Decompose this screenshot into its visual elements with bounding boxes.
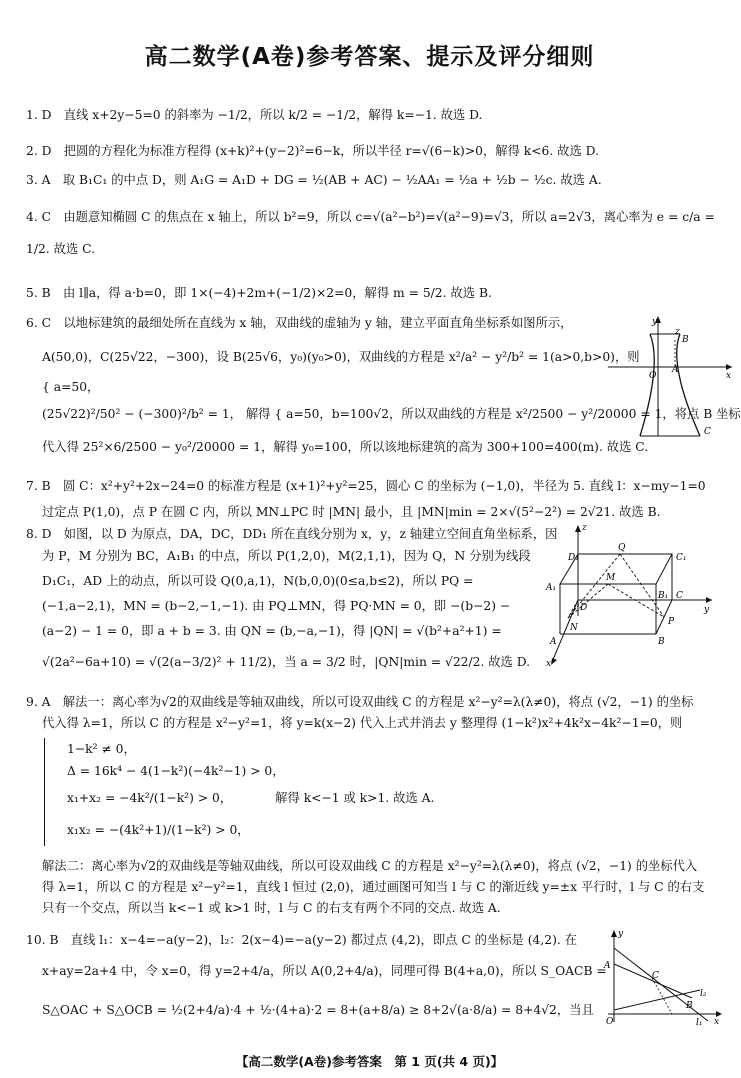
answer-line: 2. D 把圆的方程化为标准方程得 (x+k)²+(y−2)²=6−k，所以半径 r=√(6−k)>0，解得 k<6. 故选 D. [26, 144, 600, 158]
answer-2 [26, 141, 716, 162]
answer-line: S△OAC + S△OCB = ½(2+4/a)·4 + ½·(4+a)·2 = 8+(a+8/a) ≥ 8+2√(a·8/a) = 8+4√2，当且 [42, 1003, 594, 1017]
page-title: 高二数学(A卷)参考答案、提示及评分细则 [144, 44, 595, 70]
answer-line: 为 P，M 分别为 BC，A₁B₁ 的中点，所以 P(1,2,0)，M(2,1,1)，因为 Q，N 分别为线段 [42, 549, 531, 563]
fig6-label: z [675, 327, 680, 337]
answer-line: { a=50， [42, 380, 100, 394]
fig10-label: A [604, 961, 611, 971]
answer-line: 过定点 P(1,0)，点 P 在圆 C 内，所以 MN⊥PC 时 |MN| 最小，且 |MN|min = 2×√(5²−2²) = 2√21. 故选 B. [42, 505, 661, 519]
fig8-label: D₁ [568, 553, 579, 563]
fig8-label: B₁ [658, 591, 669, 601]
answer-3 [26, 170, 716, 191]
answer-line: 7. B 圆 C：x²+y²+2x−24=0 的标准方程是 (x+1)²+y²=25，圆心 C 的坐标为 (−1,0)，半径为 5. 直线 l：x−my−1=0 [26, 479, 706, 493]
answer-line: (25√22)²/50² − (−300)²/b² = 1， 解得 { a=50，b=100√2，所以双曲线的方程是 x²/2500 − y²/20000 = 1，将点 B 坐标 [42, 407, 741, 421]
answer-line: 8. D 如图，以 D 为原点，DA，DC，DD₁ 所在直线分别为 x，y，z 轴建立空间直角坐标系，因 [26, 527, 558, 541]
fig8-label: A [550, 637, 557, 647]
fig8-label: z [582, 523, 587, 533]
answer-6 [26, 313, 741, 458]
answer-line: 解法二：离心率为√2的双曲线是等轴双曲线，所以可设双曲线 C 的方程是 x²−y²=λ(λ≠0)，将点 (√2，−1) 的坐标代入 [42, 859, 698, 873]
fig10-label: y [618, 929, 624, 939]
fig6-label: y [652, 317, 658, 327]
answer-line: x₁+x₂ = −4k²/(1−k²) > 0， 解得 k<−1 或 k>1. 故选 A. [67, 791, 435, 805]
fig8-label: y [704, 605, 710, 615]
answer-line: 3. A 取 B₁C₁ 的中点 D，则 A₁G = A₁D + DG = ½(AB + AC) − ½AA₁ = ½a + ½b − ½c. 故选 A. [26, 173, 602, 187]
answer-4 [26, 207, 716, 260]
cuboid-figure [542, 520, 714, 670]
fig8-label: P [668, 617, 675, 627]
fig10-label: x [714, 1017, 720, 1027]
fig8-label: Q [618, 543, 626, 553]
answer-line: 4. C 由题意知椭圆 C 的焦点在 x 轴上，所以 b²=9，所以 c=√(a²−b²)=√(a²−9)=√3，所以 a=2√3，离心率为 e = c/a = [26, 210, 715, 224]
answer-line: 1−k² ≠ 0， [67, 742, 136, 756]
answer-line: 得 λ=1，所以 C 的方程是 x²−y²=1，直线 l 恒过 (2,0)，通过画图可知当 l 与 C 的渐近线 y=±x 平行时，l 与 C 的右支 [42, 880, 705, 894]
answer-line: x₁x₂ = −(4k²+1)/(1−k²) > 0， [67, 823, 250, 837]
answer-line: 5. B 由 l∥a，得 a·b=0，即 1×(−4)+2m+(−1/2)×2=0，解得 m = 5/2. 故选 B. [26, 286, 492, 300]
answer-line: x+ay=2a+4 中，令 x=0，得 y=2+4/a，所以 A(0,2+4/a)，同理可得 B(4+a,0)，所以 S_OACB = [42, 964, 607, 978]
answer-line: (a−2) − 1 = 0，即 a + b = 3. 由 QN = (b,−a,−1)，得 |QN| = √(b²+a²+1) = [42, 624, 502, 638]
answer-line: 只有一个交点，所以当 k<−1 或 k>1 时，l 与 C 的右支有两个不同的交点. 故选 A. [42, 901, 501, 915]
answer-line: D₁C₁，AD 上的动点，所以可设 Q(0,a,1)，N(b,0,0)(0≤a,b≤2)，所以 PQ = [42, 574, 474, 588]
answer-1 [26, 105, 716, 126]
answer-line: 10. B 直线 l₁：x−4=−a(y−2)，l₂：2(x−4)=−a(y−2) 都过点 (4,2)，即点 C 的坐标是 (4,2). 在 [26, 933, 578, 947]
hyperbola-building-figure [604, 312, 736, 440]
fig6-label: A [672, 365, 679, 375]
answer-5 [26, 283, 716, 304]
fig8-label: D [580, 603, 588, 613]
fig10-label: l₁ [696, 1018, 703, 1028]
fig8-label: C₁ [676, 553, 687, 563]
answer-line: 代入得 25²×6/2500 − y₀²/20000 = 1，解得 y₀=100，所以该地标建筑的高为 300+100=400(m). 故选 C. [42, 440, 649, 454]
fig10-label: l₂ [700, 989, 707, 999]
lines-figure [600, 926, 724, 1026]
answer-8 [26, 524, 558, 673]
fig6-label: C [704, 427, 711, 437]
answer-line: (−1,a−2,1)，MN = (b−2,−1,−1). 由 PQ⊥MN，得 PQ·MN = 0，即 −(b−2) − [42, 599, 511, 613]
fig8-label: C [676, 591, 683, 601]
answer-line: 6. C 以地标建筑的最细处所在直线为 x 轴，双曲线的虚轴为 y 轴，建立平面直角坐标系如图所示， [26, 316, 573, 330]
answer-10 [26, 930, 607, 1021]
fig8-label: B [658, 637, 665, 647]
fig10-label: O [606, 1017, 614, 1027]
answer-line: Δ = 16k⁴ − 4(1−k²)(−4k²−1) > 0， [67, 764, 285, 778]
fig6-label: B [682, 335, 689, 345]
fig6-label: x [726, 371, 732, 381]
answer-line: A(50,0)，C(25√22，−300)，设 B(25√6，y₀)(y₀>0)，双曲线的方程是 x²/a² − y²/b² = 1(a>0,b>0)，则 [42, 350, 640, 364]
fig10-label: B [686, 1001, 693, 1011]
page-footer: 【高二数学(A卷)参考答案 第 1 页(共 4 页)】 [235, 1054, 504, 1069]
answer-line: √(2a²−6a+10) = √(2(a−3/2)² + 11/2)，当 a = 3/2 时，|QN|min = √22/2. 故选 D. [42, 655, 531, 669]
answer-line: 1/2. 故选 C. [26, 242, 95, 256]
inequality-system [44, 738, 507, 846]
fig8-label: x [546, 659, 552, 669]
answer-9 [26, 692, 716, 919]
answer-line: 1. D 直线 x+2y−5=0 的斜率为 −1/2，所以 k/2 = −1/2，解得 k=−1. 故选 D. [26, 108, 483, 122]
fig8-label: M [606, 573, 616, 583]
fig6-label: O [649, 371, 657, 381]
answer-line: 9. A 解法一：离心率为√2的双曲线是等轴双曲线，所以可设双曲线 C 的方程是 x²−y²=λ(λ≠0)，将点 (√2，−1) 的坐标 [26, 695, 694, 709]
fig10-label: C [652, 971, 659, 981]
fig8-label: A₁ [546, 583, 557, 593]
fig8-label: N [570, 623, 578, 633]
answer-line: 代入得 λ=1，所以 C 的方程是 x²−y²=1，将 y=k(x−2) 代入上式并消去 y 整理得 (1−k²)x²+4k²x−4k²−1=0，则 [42, 716, 683, 730]
answer-7 [26, 476, 716, 523]
